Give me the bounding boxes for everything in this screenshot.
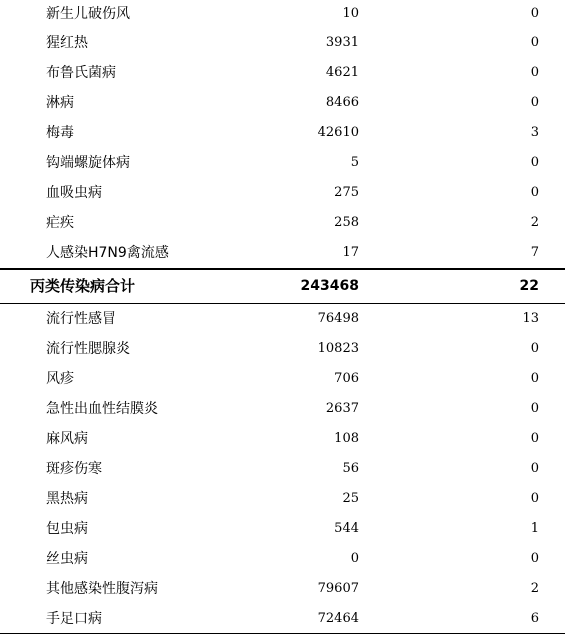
total-death-count: 22: [519, 278, 539, 294]
death-count: 0: [530, 431, 539, 446]
case-count: 544: [334, 521, 359, 536]
disease-name: 风疹: [46, 371, 74, 387]
category-total-label: 丙类传染病合计: [30, 277, 136, 295]
disease-name: 手足口病: [46, 611, 102, 627]
disease-name: 血吸虫病: [46, 185, 102, 201]
death-count: 0: [530, 551, 539, 566]
table-row: [0, 514, 565, 544]
death-count: 1: [530, 521, 539, 536]
case-count: 17: [342, 245, 359, 260]
total-case-count: 243468: [300, 278, 359, 294]
case-count: 8466: [325, 95, 359, 110]
case-count: 79607: [317, 581, 359, 596]
table-row: [0, 178, 565, 208]
case-count: 10823: [317, 341, 359, 356]
case-count: 3931: [325, 35, 359, 50]
table-row: [0, 0, 565, 28]
death-count: 0: [530, 371, 539, 386]
death-count: 13: [522, 311, 539, 326]
table-row: [0, 484, 565, 514]
death-count: 0: [530, 341, 539, 356]
case-count: 72464: [317, 611, 359, 626]
disease-name: 其他感染性腹泻病: [46, 581, 158, 597]
table-row: [0, 304, 565, 334]
case-count: 0: [350, 551, 359, 566]
case-count: 2637: [325, 401, 359, 416]
disease-name: 猩红热: [46, 35, 88, 51]
table-row: [0, 28, 565, 58]
table-row: [0, 454, 565, 484]
category-total-row: [0, 268, 565, 304]
table-row: [0, 574, 565, 604]
disease-name: 包虫病: [46, 521, 88, 537]
death-count: 0: [530, 185, 539, 200]
table-row: [0, 364, 565, 394]
case-count: 5: [350, 155, 359, 170]
case-count: 25: [342, 491, 359, 506]
disease-name: 梅毒: [46, 125, 74, 141]
disease-name: 流行性感冒: [46, 311, 116, 327]
case-count: 108: [334, 431, 359, 446]
table-row: [0, 334, 565, 364]
table-row: [0, 604, 565, 634]
death-count: 0: [530, 95, 539, 110]
disease-name: 斑疹伤寒: [46, 461, 102, 477]
table-row: [0, 208, 565, 238]
disease-name: 疟疾: [46, 215, 74, 231]
disease-name: 钩端螺旋体病: [46, 155, 130, 171]
disease-name: 人感染H7N9禽流感: [46, 245, 169, 261]
case-count: 10: [342, 6, 359, 21]
death-count: 0: [530, 401, 539, 416]
disease-name: 淋病: [46, 95, 74, 111]
disease-name: 黑热病: [46, 491, 88, 507]
death-count: 6: [530, 611, 539, 626]
case-count: 42610: [317, 125, 359, 140]
death-count: 2: [530, 215, 539, 230]
table-row: [0, 148, 565, 178]
death-count: 0: [530, 6, 539, 21]
case-count: 76498: [317, 311, 359, 326]
case-count: 56: [342, 461, 359, 476]
disease-name: 布鲁氏菌病: [46, 65, 116, 81]
disease-name: 新生儿破伤风: [46, 6, 130, 22]
case-count: 4621: [325, 65, 359, 80]
death-count: 0: [530, 65, 539, 80]
disease-name: 流行性腮腺炎: [46, 341, 130, 357]
death-count: 0: [530, 491, 539, 506]
disease-name: 丝虫病: [46, 551, 88, 567]
case-count: 275: [334, 185, 359, 200]
disease-name: 麻风病: [46, 431, 88, 447]
disease-name: 急性出血性结膜炎: [46, 401, 158, 417]
table-row: [0, 88, 565, 118]
case-count: 706: [334, 371, 359, 386]
death-count: 0: [530, 461, 539, 476]
table-row: [0, 118, 565, 148]
table-row: [0, 58, 565, 88]
table-row: [0, 238, 565, 268]
table-row: [0, 424, 565, 454]
death-count: 0: [530, 35, 539, 50]
death-count: 7: [530, 245, 539, 260]
table-row: [0, 394, 565, 424]
death-count: 0: [530, 155, 539, 170]
death-count: 3: [530, 125, 539, 140]
case-count: 258: [334, 215, 359, 230]
table-row: [0, 544, 565, 574]
death-count: 2: [530, 581, 539, 596]
